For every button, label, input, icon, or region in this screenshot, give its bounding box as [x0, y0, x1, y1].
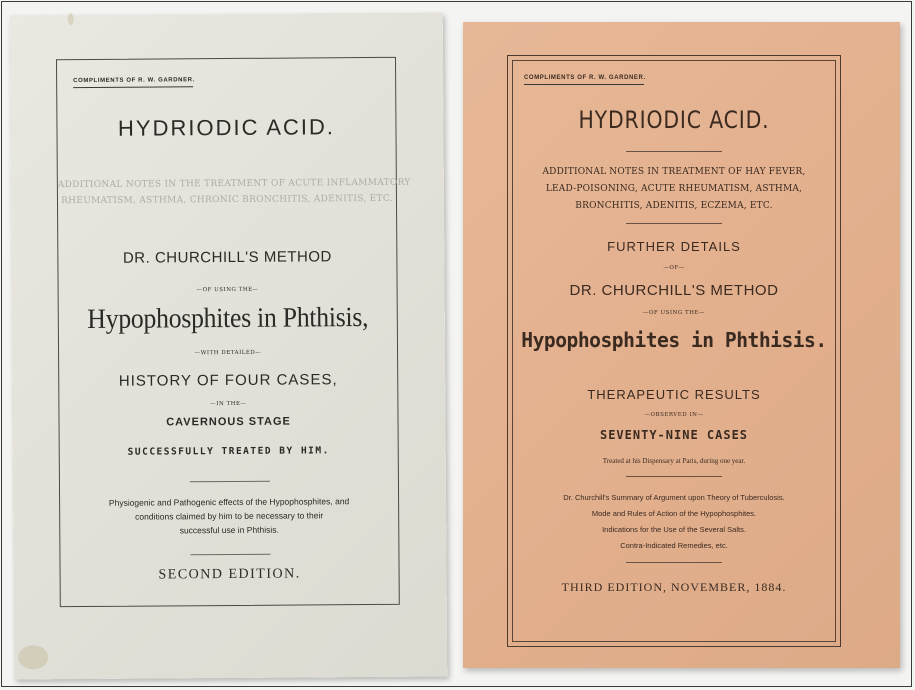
of-using-line: —OF USING THE— — [196, 286, 259, 294]
success-line: SUCCESSFULLY TREATED BY HIM. — [127, 445, 330, 458]
divider-rule — [190, 554, 270, 556]
compliments-line: COMPLIMENTS OF R. W. GARDNER. — [73, 77, 195, 85]
compliments-rule — [73, 86, 193, 88]
of-using-line: —OF USING THE— — [642, 310, 706, 316]
physio-line-1: Physiogenic and Pathogenic effects of the Hypophosphites, and — [108, 496, 350, 508]
divider-rule — [626, 476, 722, 477]
with-detailed-line: —WITH DETAILED— — [194, 349, 262, 357]
stage-heading: CAVERNOUS STAGE — [166, 415, 291, 429]
left-cover-frame — [56, 57, 411, 607]
summary-line-4: Contra-Indicated Remedies, etc. — [620, 541, 728, 550]
physio-line-2: conditions claimed by him to be necessary to their — [135, 510, 324, 522]
title: HYDRIODIC ACID. — [578, 106, 770, 134]
notes-line-3: BRONCHITIS, ADENITIS, ECZEMA, ETC. — [575, 201, 773, 211]
compliments-line: COMPLIMENTS OF R. W. GARDNER. — [524, 75, 646, 81]
notes-line-2: RHEUMATISM, ASTHMA, CHRONIC BRONCHITIS, ADENITIS, ETC. — [61, 193, 393, 207]
of-line: —OF— — [663, 265, 685, 271]
divider-rule — [626, 223, 722, 224]
physio-line-3: successful use in Phthisis. — [179, 524, 279, 536]
method-heading: DR. CHURCHILL'S METHOD — [122, 248, 332, 267]
summary-line-3: Indications for the Use of the Several Salts. — [602, 525, 746, 534]
notes-line-1: ADDITIONAL NOTES IN TREATMENT OF HAY FEVER, — [542, 167, 806, 177]
right-booklet-cover — [463, 22, 900, 668]
left-booklet-cover — [10, 12, 448, 679]
therapeutic-heading: THERAPEUTIC RESULTS — [587, 387, 761, 402]
title: HYDRIODIC ACID. — [117, 114, 336, 141]
in-the-line: —IN THE— — [210, 400, 247, 408]
stain-mark — [18, 645, 48, 669]
notes-line-1: ADDITIONAL NOTES IN THE TREATMENT OF ACUTE INFLAMMATORY — [57, 177, 411, 191]
hypophosphites-heading: Hypophosphites in Phthisis, — [87, 302, 369, 335]
further-details-heading: FURTHER DETAILS — [607, 239, 741, 254]
divider-rule — [626, 151, 722, 152]
compliments-rule — [524, 84, 644, 85]
treated-line: Treated at his Dispensary at Paris, during one year. — [602, 457, 746, 465]
seventy-nine-cases-heading: SEVENTY-NINE CASES — [599, 428, 749, 442]
right-cover-frame — [507, 55, 841, 647]
summary-line-1: Dr. Churchill's Summary of Argument upon Theory of Tuberculosis. — [563, 493, 785, 502]
stain-mark — [68, 13, 74, 25]
method-heading: DR. CHURCHILL'S METHOD — [569, 282, 779, 299]
observed-line: —OBSERVED IN— — [644, 412, 704, 418]
summary-line-2: Mode and Rules of Action of the Hypophosphites. — [591, 509, 757, 518]
edition-line: THIRD EDITION, NOVEMBER, 1884. — [561, 580, 787, 594]
divider-rule — [626, 562, 722, 563]
hypophosphites-heading: Hypophosphites in Phthisis. — [521, 328, 827, 352]
edition-line: SECOND EDITION. — [158, 566, 301, 583]
history-heading: HISTORY OF FOUR CASES, — [118, 371, 338, 390]
notes-line-2: LEAD-POISONING, ACUTE RHEUMATISM, ASTHMA, — [545, 184, 803, 194]
divider-rule — [190, 481, 270, 483]
